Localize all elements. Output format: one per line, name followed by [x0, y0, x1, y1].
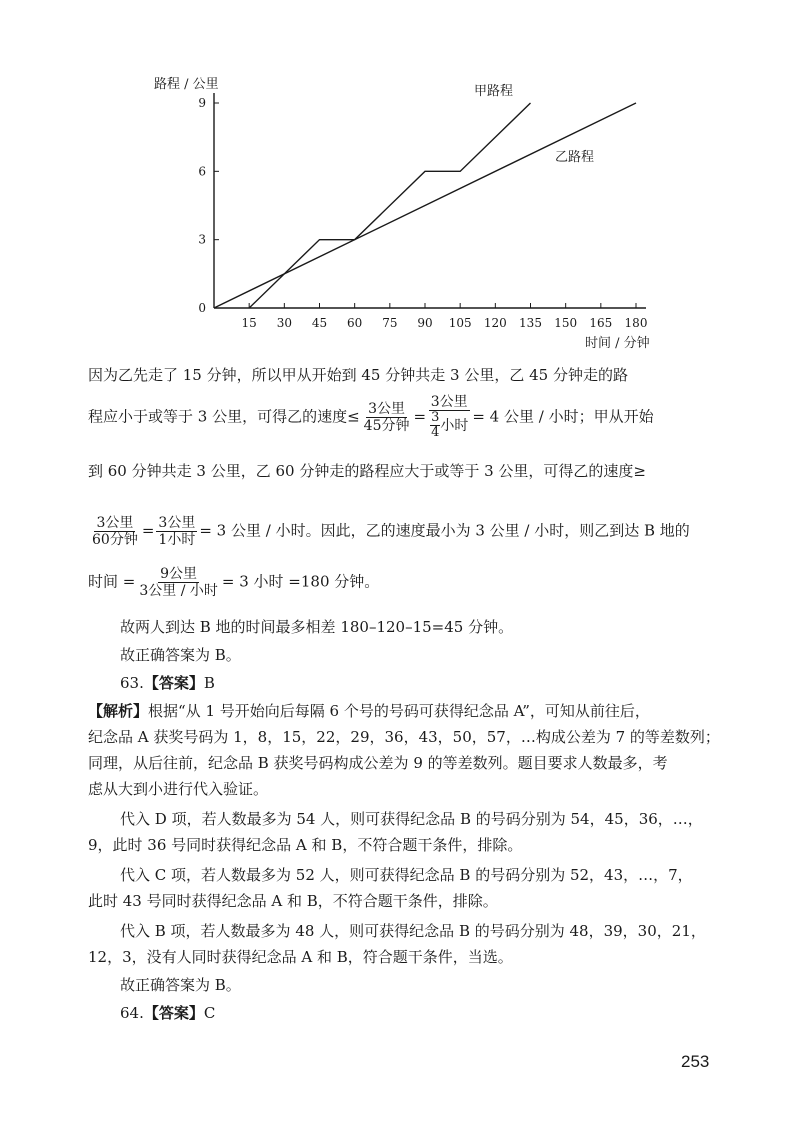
x-tick-label: 45 [311, 316, 328, 330]
x-tick-label: 30 [276, 316, 292, 330]
x-tick-label: 120 [483, 316, 507, 330]
text-line: 12，3，没有人同时获得纪念品 A 和 B，符合题干条件，当选。 [88, 948, 513, 966]
fraction: $\frac{\text{3公里}}{\text{1小时}}$ [158, 515, 196, 549]
series-jia-line [249, 103, 530, 308]
series-yi-line [214, 103, 636, 308]
text-line: 程应小于或等于 3 公里，可得乙的速度≤ $\frac{\text{3公里}}{\text{45分钟}}$ = 3公里 $\frac{3}{4}$ 小时 = 4 公里 / 小时；甲从开始 [88, 394, 654, 441]
text-line: 虑从大到小进行代入验证。 [88, 780, 269, 798]
text-line: $\frac{\text{3公里}}{\text{60分钟}}$ = $\frac{\text{3公里}}{\text{1小时}}$ = 3 公里 / 小时。因此，乙的速度最小为 3 公里 / 小时，则乙到达 B 地的 [92, 515, 690, 549]
y-tick-label: 6 [198, 164, 206, 179]
chart-ticks [198, 96, 647, 330]
x-tick-label: 135 [519, 316, 542, 330]
y-tick-label: 3 [198, 232, 206, 247]
text-line: 到 60 分钟共走 3 公里，乙 60 分钟走的路程应大于或等于 3 公里，可得乙的速度≥ [88, 462, 646, 480]
answer-64: 64.【答案】C [120, 1004, 216, 1022]
fraction: 3公里 $\frac{3}{4}$ 小时 [430, 394, 469, 441]
y-axis-title: 路程 / 公里 [154, 77, 219, 92]
fraction: $\frac{\text{9公里}}{\text{3公里 / 小时}}$ [139, 566, 218, 600]
x-tick-label: 90 [417, 316, 433, 330]
text-line: 代入 B 项，若人数最多为 48 人，则可获得纪念品 B 的号码分别为 48，39，30，21， [120, 922, 706, 940]
x-tick-label: 105 [448, 316, 472, 330]
x-tick-label: 165 [589, 316, 613, 330]
text-line: 故正确答案为 B。 [120, 976, 241, 994]
legend-jia: 甲路程 [474, 84, 514, 99]
answer-63: 63.【答案】B [120, 674, 215, 692]
fraction: $\frac{3}{4}$ [431, 410, 440, 441]
x-axis-title: 时间 / 分钟 [585, 336, 650, 351]
fraction: $\frac{\text{3公里}}{\text{45分钟}}$ [363, 400, 410, 434]
x-tick-label: 60 [347, 316, 363, 330]
text-line: 此时 43 号同时获得纪念品 A 和 B，不符合题干条件，排除。 [88, 892, 498, 910]
x-tick-label: 15 [241, 316, 257, 330]
x-tick-label: 180 [624, 316, 648, 330]
text-line: 因为乙先走了 15 分钟，所以甲从开始到 45 分钟共走 3 公里，乙 45 分钟走的路 [88, 366, 628, 384]
x-tick-label: 75 [382, 316, 398, 330]
text-line: 【解析】根据“从 1 号开始向后每隔 6 个号的号码可获得纪念品 A”，可知从前往后， [88, 702, 650, 720]
fraction: $\frac{\text{3公里}}{\text{60分钟}}$ [92, 515, 138, 549]
text-line: 代入 D 项，若人数最多为 54 人，则可获得纪念品 B 的号码分别为 54，45，36，…， [120, 810, 703, 828]
text-line: 纪念品 A 获奖号码为 1，8，15，22，29，36，43，50，57，…构成公差为 7 的等差数列； [88, 728, 720, 746]
text-line: 同理，从后往前，纪念品 B 获奖号码构成公差为 9 的等差数列。题目要求人数最多，考 [88, 754, 668, 772]
text-line: 时间 = $\frac{\text{9公里}}{\text{3公里 / 小时}}$ = 3 小时 =180 分钟。 [88, 566, 380, 600]
x-tick-label: 150 [554, 316, 578, 330]
text-line: 代入 C 项，若人数最多为 52 人，则可获得纪念品 B 的号码分别为 52，43，…，7， [120, 866, 693, 884]
text-line: 故正确答案为 B。 [120, 646, 241, 664]
chart-series [214, 103, 636, 308]
text-line: 故两人到达 B 地的时间最多相差 180–120–15=45 分钟。 [120, 618, 514, 636]
page-number: 253 [681, 1052, 710, 1071]
legend-yi: 乙路程 [555, 150, 595, 165]
chart-labels [154, 77, 650, 351]
y-tick-label: 0 [198, 301, 206, 315]
distance-time-chart [0, 0, 800, 360]
y-tick-label: 9 [198, 96, 206, 110]
text-line: 9，此时 36 号同时获得纪念品 A 和 B，不符合题干条件，排除。 [88, 836, 523, 854]
